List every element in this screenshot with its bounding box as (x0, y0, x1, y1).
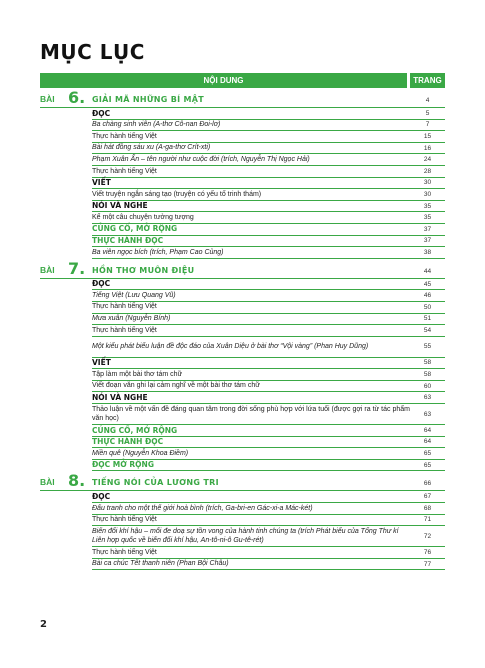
toc-subsection-row[interactable] (92, 236, 445, 248)
toc-entry-text: Thực hành tiếng Việt (92, 516, 157, 524)
toc-section-row[interactable] (92, 108, 445, 120)
toc-entry-page: 37 (423, 225, 432, 233)
toc-section-row[interactable] (92, 491, 445, 503)
toc-entry-text: CỦNG CỐ, MỞ RỘNG (92, 224, 178, 234)
toc-entry-text: Bài ca chúc Tết thanh niên (Phan Bội Châu) (92, 560, 229, 568)
toc-entry-page: 50 (423, 303, 432, 311)
toc-entry-row[interactable] (92, 381, 445, 393)
toc-entry-page: 30 (423, 190, 432, 198)
toc-entry-text: Thực hành tiếng Việt (92, 303, 157, 311)
toc-entry-page: 76 (423, 549, 432, 557)
toc-entry-row[interactable] (92, 120, 445, 132)
toc-entry-page: 30 (423, 179, 432, 187)
toc-entry-text: ĐỌC MỞ RỘNG (92, 460, 154, 470)
toc-entry-row[interactable] (92, 559, 445, 571)
toc-entry-row[interactable] (92, 212, 445, 224)
toc-entry-text: Đấu tranh cho một thế giới hoà bình (trích, Ga-bri-en Gác-xi-a Mác-két) (92, 504, 313, 512)
toc-entry-text: Phạm Xuân Ẩn – tên người như cuộc đời (trích, Nguyễn Thị Ngọc Hải) (92, 155, 310, 163)
toc-entry-page: 55 (423, 343, 432, 351)
toc-entry-text: ĐỌC (92, 108, 111, 118)
toc-entry-page: 38 (423, 248, 432, 256)
toc-entry-page: 45 (423, 280, 432, 288)
toc-entry-page: 71 (423, 516, 432, 524)
header-content-label: NỘI DUNG (40, 73, 407, 88)
toc-entry-page: 35 (423, 214, 432, 222)
toc-entry-text: Thảo luận về một vấn đề đáng quan tâm trong đời sống phù hợp với lứa tuổi (được gợi ra từ tác phẩm văn học) (92, 405, 410, 423)
table-of-contents (40, 73, 445, 570)
lesson-page: 4 (425, 97, 430, 104)
toc-entry-row[interactable] (92, 503, 445, 515)
toc-entry-page: 68 (423, 504, 432, 512)
lesson-number: 8. (68, 471, 86, 491)
toc-entry-text: NÓI VÀ NGHE (92, 393, 148, 403)
toc-entry-page: 54 (423, 326, 432, 334)
toc-entry-text: Kể một câu chuyện tưởng tượng (92, 213, 194, 221)
lesson-number: 6. (68, 88, 86, 107)
toc-entry-row[interactable] (92, 189, 445, 201)
toc-entry-text: Ba viên ngọc bích (trích, Phạm Cao Củng) (92, 248, 224, 256)
toc-entry-page: 64 (423, 426, 432, 434)
toc-subsection-row[interactable] (92, 224, 445, 236)
toc-entry-page: 24 (423, 156, 432, 164)
toc-entry-text: ĐỌC (92, 279, 111, 289)
toc-entry-row[interactable] (92, 314, 445, 326)
toc-entry-row[interactable] (92, 526, 445, 547)
toc-entry-text: VIẾT (92, 178, 111, 188)
toc-entry-page: 7 (425, 121, 430, 129)
toc-entry-page: 16 (423, 144, 432, 152)
toc-section-row[interactable] (92, 178, 445, 190)
toc-entry-row[interactable] (92, 547, 445, 559)
toc-section-row[interactable] (92, 201, 445, 213)
lesson-bai-label: BÀI (40, 264, 55, 275)
page-title: MỤC LỤC (40, 40, 145, 64)
toc-entry-text: Mưa xuân (Nguyễn Bính) (92, 315, 171, 323)
page-number: 2 (40, 619, 47, 630)
lesson-title: TIẾNG NÓI CỦA LƯƠNG TRI (92, 478, 219, 488)
toc-entry-page: 35 (423, 202, 432, 210)
toc-entry-row[interactable] (92, 325, 445, 337)
toc-entry-page: 60 (423, 382, 432, 390)
lesson-heading[interactable] (40, 88, 445, 108)
lesson-bai-label: BÀI (40, 94, 55, 104)
toc-entry-row[interactable] (92, 247, 445, 259)
toc-entry-page: 51 (423, 315, 432, 323)
toc-entry-row[interactable] (92, 448, 445, 460)
toc-entry-page: 5 (425, 109, 430, 117)
toc-entry-text: Tiếng Việt (Lưu Quang Vũ) (92, 291, 176, 299)
toc-entry-text: Thực hành tiếng Việt (92, 167, 157, 175)
toc-entry-text: Tập làm một bài thơ tám chữ (92, 370, 183, 378)
toc-entry-row[interactable] (92, 166, 445, 178)
toc-entry-text: Thực hành tiếng Việt (92, 548, 157, 556)
toc-entry-text: VIẾT (92, 358, 111, 368)
toc-entry-text: Thực hành tiếng Việt (92, 326, 157, 334)
lesson-bai-label: BÀI (40, 477, 55, 488)
toc-entry-text: THỰC HÀNH ĐỌC (92, 236, 164, 246)
lesson-heading[interactable] (40, 471, 445, 491)
toc-entry-page: 46 (423, 292, 432, 300)
toc-entry-text: Bài hát đồng sáu xu (A-ga-thơ Crít-xti) (92, 144, 211, 152)
toc-header (40, 73, 445, 88)
lesson-page: 66 (423, 480, 432, 488)
lesson-title: HỒN THƠ MUÔN ĐIỆU (92, 265, 195, 275)
toc-entry-page: 67 (423, 493, 432, 501)
toc-entry-text: CỦNG CỐ, MỞ RỘNG (92, 425, 178, 435)
toc-entry-text: Ba chàng sinh viên (A-thơ Cô-nan Đoi-lơ) (92, 121, 221, 129)
toc-entry-row[interactable] (92, 290, 445, 302)
toc-entry-text: Một kiểu phát biểu luận đề độc đáo của Xuân Diệu ở bài thơ “Vội vàng” (Phan Huy Dũng) (92, 342, 369, 350)
toc-section-row[interactable] (92, 358, 445, 370)
toc-subsection-row[interactable] (92, 460, 445, 472)
toc-entry-page: 65 (423, 461, 432, 469)
toc-subsection-row[interactable] (92, 437, 445, 449)
toc-entry-page: 64 (423, 438, 432, 446)
toc-entry-row[interactable] (92, 143, 445, 155)
toc-section-row[interactable] (92, 392, 445, 404)
toc-entry-page: 15 (423, 132, 432, 140)
toc-entry-text: Viết truyện ngắn sáng tạo (truyện có yếu tố trinh thám) (92, 190, 262, 198)
toc-entry-page: 72 (423, 532, 432, 540)
toc-entry-text: THỰC HÀNH ĐỌC (92, 437, 164, 447)
toc-entry-row[interactable] (92, 515, 445, 527)
toc-body (40, 88, 445, 570)
toc-entry-page: 58 (423, 371, 432, 379)
toc-entry-page: 28 (423, 167, 432, 175)
toc-entry-text: Miền quê (Nguyễn Khoa Điềm) (92, 449, 189, 457)
toc-entry-text: ĐỌC (92, 491, 111, 501)
lesson-title: GIẢI MÃ NHỮNG BÍ MẬT (92, 95, 205, 104)
toc-subsection-row[interactable] (92, 425, 445, 437)
toc-entry-page: 37 (423, 237, 432, 245)
toc-entry-row[interactable] (92, 131, 445, 143)
toc-section-row[interactable] (92, 279, 445, 291)
header-page-label: TRANG (410, 73, 445, 88)
toc-entry-page: 63 (423, 410, 432, 418)
toc-entry-row[interactable] (92, 369, 445, 381)
toc-entry-page: 63 (423, 394, 432, 402)
lesson-page: 44 (423, 267, 432, 275)
toc-entry-text: Viết đoạn văn ghi lại cảm nghĩ về một bài thơ tám chữ (92, 382, 260, 390)
toc-entry-row[interactable] (92, 404, 445, 425)
toc-entry-row[interactable] (92, 337, 445, 358)
toc-entry-row[interactable] (92, 154, 445, 166)
toc-entry-text: Thực hành tiếng Việt (92, 132, 157, 140)
toc-entry-page: 65 (423, 450, 432, 458)
toc-entry-text: NÓI VÀ NGHE (92, 201, 148, 211)
toc-entry-page: 58 (423, 359, 432, 367)
toc-entry-row[interactable] (92, 302, 445, 314)
toc-entry-page: 77 (423, 560, 432, 568)
toc-entry-text: Biến đổi khí hậu – mối đe doạ sự tồn vong của hành tinh chúng ta (trích Phát biểu của Tổng Thư kí Liên hợp quốc về biến đổi khí hậu, An-tô-ni-ô Gu-tê-rét) (92, 527, 399, 545)
lesson-heading[interactable] (40, 259, 445, 279)
lesson-number: 7. (68, 258, 86, 278)
